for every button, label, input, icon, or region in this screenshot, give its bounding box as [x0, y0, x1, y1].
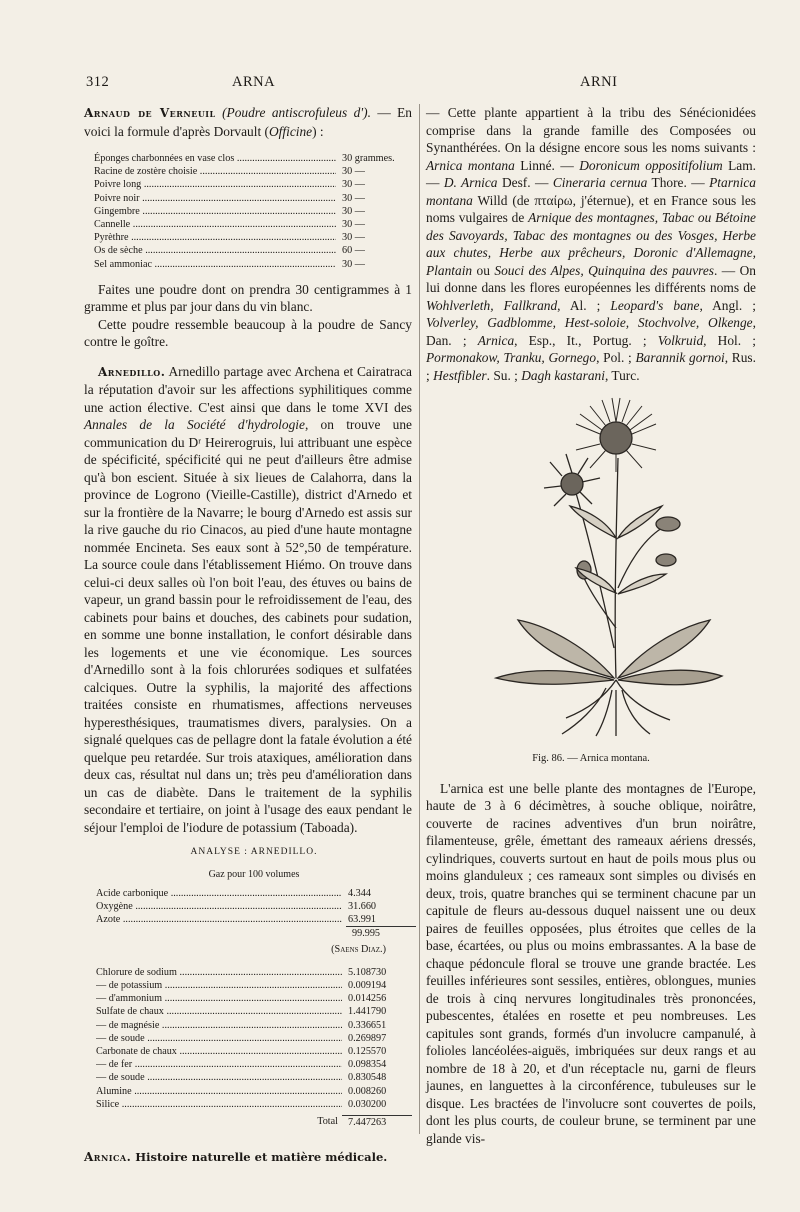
analysis-table — [96, 846, 412, 1129]
component-name: — de magnésie ..... — [96, 1019, 342, 1032]
ingredient-name: Racine de zostère choisie ..... — [94, 165, 336, 178]
ingredient-name: Éponges charbonnées en vase clos ..... — [94, 152, 336, 165]
ingredient-quantity: 30 — — [342, 258, 365, 270]
entry-text: Arnedillo partage avec Archena et Cairatraca la réputation d'avoir sur les affections syphilitiques comme une action élective. C'est ainsi que dans le tome XVI des — [84, 363, 412, 415]
entry-text: Histoire naturelle et matière médicale. — [131, 1150, 388, 1165]
analysis-row — [96, 1098, 412, 1111]
column-rule — [419, 104, 420, 1134]
component-value: 0.830548 — [348, 1072, 387, 1084]
analysis-row — [96, 1019, 412, 1032]
paragraph: Faites une poudre dont on prendra 30 centigrammes à 1 gramme et plus par jour dans du vin blanc. — [84, 281, 412, 315]
gas-total: 99.995 — [346, 926, 416, 940]
page-number: 312 — [86, 74, 110, 90]
ingredient-name: Cannelle ..... — [94, 218, 336, 231]
arnica-illustration — [466, 388, 726, 738]
analysis-row — [96, 1032, 412, 1045]
component-value: 31.660 — [348, 900, 377, 912]
component-value: 0.009194 — [348, 979, 387, 991]
recipe-row — [94, 152, 412, 165]
component-value: 63.991 — [348, 914, 377, 926]
right-column — [426, 104, 756, 1147]
component-name: — d'ammonium ..... — [96, 992, 342, 1005]
entry-arnedillo — [84, 363, 412, 837]
component-name: Oxygène ..... — [96, 900, 342, 913]
analysis-row — [96, 1071, 412, 1084]
ingredient-quantity: 60 — — [342, 245, 365, 257]
ingredient-quantity: 30 grammes. — [342, 153, 395, 164]
recipe-row — [94, 165, 412, 178]
component-value: 0.269897 — [348, 1032, 387, 1044]
ingredient-quantity: 30 — — [342, 192, 365, 204]
recipe-table — [94, 152, 412, 271]
analysis-row — [96, 900, 412, 913]
ingredient-name: Poivre noir ..... — [94, 192, 336, 205]
analysis-row — [96, 992, 412, 1005]
entry-source: Officine — [268, 123, 313, 139]
recipe-row — [94, 231, 412, 244]
figure-arnica — [426, 388, 756, 748]
recipe-row — [94, 244, 412, 257]
figure-caption: Fig. 86. — Arnica montana. — [532, 753, 650, 764]
analysis-row — [96, 913, 412, 926]
running-title-right: ARNI — [580, 74, 618, 90]
ingredient-name: Os de sèche ..... — [94, 244, 336, 257]
analysis-title: ANALYSE : ARNEDILLO. — [190, 847, 318, 858]
component-value: 0.125570 — [348, 1045, 387, 1057]
page-header — [0, 74, 800, 94]
analysis-row — [96, 966, 412, 979]
entry-arnica — [84, 1149, 412, 1167]
component-name: Azote ..... — [96, 913, 342, 926]
ingredient-quantity: 30 — — [342, 205, 365, 217]
ingredient-quantity: 30 — — [342, 166, 365, 178]
component-name: — de soude ..... — [96, 1032, 342, 1045]
entry-head: Arnedillo. — [98, 364, 166, 379]
analysis-row — [96, 979, 412, 992]
entry-subtitle: (Poudre antiscrofuleus d'). — [222, 105, 371, 120]
component-name: Sulfate de chaux ..... — [96, 1005, 342, 1018]
total-label: Total — [317, 1115, 338, 1127]
total-value: 7.447263 — [342, 1115, 412, 1129]
paragraph: Cette poudre ressemble beaucoup à la poudre de Sancy contre le goître. — [84, 316, 412, 350]
component-name: Acide carbonique ..... — [96, 887, 342, 900]
entry-text: , on trouve une communication du Dʳ Heirerogruis, lui attribuant une espèce de spécificité, spécificité qui ne peut d'ailleurs être admise qu'à bon escient. Située à six lieues de Calahorra, dans la province de Logrono (Vieille-Castille), district d'Arnedo et sur la frontière de la Navarre; le bourg d'Arnedo est assis sur la rive gauche du rio Cinacos, au pied d'une haute montagne nommée Encineta. Ses eaux sont à 52°,50 de température. La source coule dans l'établissement Hiémo. On trouve dans celui-ci deux salles où l'on boit l'eau, des étuves ou bains de vapeur, un grand bassin pour le refroidissement de l'eau, des cabinets pour bains et douches, des cabinets pour sudation, en somme une bonne installation, le confort désirable dans les logements et une vie économique. Les sources d'Arnedillo sont à la fois chlorurées sodiques et sulfatées calciques. Outre la syphilis, la majorité des affections traitées consiste en rhumatismes, affections nerveuses hyperesthésiques, traumatismes divers, paralysies. On a signalé quelques cas de pellagre dont la fatale évolution a été quelque peu retardée. Sur trois ataxiques, amélioration dans deux cas, résultat nul dans un; très peu d'amélioration dans un cas de diabète. Dans le traitement de la syphilis secondaire et tertiaire, on joint à l'usage des eaux pendant le séjour l'emploi de l'iodure de potassium (Taboada). — [84, 417, 412, 835]
recipe-row — [94, 192, 412, 205]
ingredient-name: Sel ammoniac ..... — [94, 258, 336, 271]
component-value: 0.014256 — [348, 993, 387, 1005]
entry-head: Arnica. — [84, 1150, 132, 1165]
component-value: 4.344 — [348, 887, 371, 899]
component-name: — de potassium ..... — [96, 979, 342, 992]
component-name: Carbonate de chaux ..... — [96, 1045, 342, 1058]
running-title-left: ARNA — [232, 74, 276, 90]
component-value: 5.108730 — [348, 966, 387, 978]
analysis-row — [96, 887, 412, 900]
ingredient-name: Pyrèthre ..... — [94, 231, 336, 244]
analysis-total-row — [96, 1115, 412, 1129]
journal-title: Annales de la Société d'hydrologie — [84, 417, 305, 433]
ingredient-quantity: 30 — — [342, 179, 365, 191]
gas-list — [96, 887, 412, 927]
entry-arnaud — [84, 104, 412, 140]
left-column — [84, 104, 412, 1167]
component-value: 1.441790 — [348, 1006, 387, 1018]
component-value: 0.098354 — [348, 1059, 387, 1071]
analysis-row — [96, 1058, 412, 1071]
analysis-row — [96, 1005, 412, 1018]
component-name: Chlorure de sodium ..... — [96, 966, 342, 979]
recipe-row — [94, 178, 412, 191]
component-name: Alumine ..... — [96, 1085, 342, 1098]
component-value: 0.030200 — [348, 1098, 387, 1110]
component-name: — de soude ..... — [96, 1071, 342, 1084]
entry-text-end: ) : — [312, 123, 324, 139]
analysis-subtitle: Gaz pour 100 volumes — [208, 868, 300, 880]
component-value: 0.336651 — [348, 1019, 387, 1031]
recipe-row — [94, 205, 412, 218]
recipe-row — [94, 258, 412, 271]
ingredient-quantity: 30 — — [342, 232, 365, 244]
ingredient-name: Gingembre ..... — [94, 205, 336, 218]
ingredient-quantity: 30 — — [342, 219, 365, 231]
ingredient-name: Poivre long ..... — [94, 178, 336, 191]
entry-text: — En voici la formule d'après Dorvault ( — [84, 105, 413, 139]
component-name: — de fer ..... — [96, 1058, 342, 1071]
analysis-row — [96, 1085, 412, 1098]
analysis-source: (Saens Diaz.) — [331, 943, 386, 955]
component-value: 0.008260 — [348, 1085, 387, 1097]
analysis-row — [96, 1045, 412, 1058]
arnica-description: L'arnica est une belle plante des montagnes de l'Europe, haute de 3 à 6 décimètres, à souche oblique, noirâtre, couverte de racines adventives d'un brun noirâtre, filamenteuse, grêle, émettant des rameaux aériens dressés, cylindriques, couverts surtout en haut de poils mous plus ou moins glanduleux ; ces rameaux sont simples ou divisés en deux, trois, quatre branches qui se terminent chacune par un capitule de fleurs au-dessous duquel naissent une ou deux paires de feuilles opposées, plus étroites que celles de la base, écartées, ou plus ou moins embrassantes. A la base de chaque pédoncule floral se trouve une grande bractée. Les feuilles inférieures sont sessiles, entières, oblongues, munies de trois à cinq nervures longitudinales très prononcées, pubescentes, étalées en rosette et peu nombreuses. Les capitules sont grands, formés d'un involucre campanulé, à folioles lancéolées-aiguës, imbriquées sur deux rangs et au nombre de 18 à 20, et d'un réceptacle nu, garni de fleurs jaunes, en languettes à la circonférence, tubuleuses sur le disque. Les bractées de l'involucre sont couvertes de poils, dont les plus courts, de couleur brune, se terminent par une glande vis- — [426, 780, 756, 1146]
salts-list — [96, 966, 412, 1111]
arnica-intro: — Cette plante appartient à la tribu des Sénécionidées comprise dans la grande famille des Composées ou Synanthérées. On la désigne encore sous les noms suivants : Arnica montana Linné. — Doronicum oppositifolium Lam. — D. Arnica Desf. — Cineraria cernua Thore. — Ptarnica montana Willd (de πταίρω, j'éternue), et en France sous les noms vulgaires de Arnique des montagnes, Tabac ou Bétoine des Savoyards, Tabac des montagnes ou des Vosges, Herbe aux chutes, Herbe aux prêcheurs, Doronic d'Allemagne, Plantain ou Souci des Alpes, Quinquina des pauvres. — On lui donne dans les flores européennes les différents noms de Wohlverleth, Fallkrand, Al. ; Leopard's bane, Angl. ; Volverley, Gadblomme, Hest-soloie, Stochvolve, Olkenge, Dan. ; Arnica, Esp., It., Portug. ; Volkruid, Hol. ; Pormonakow, Tranku, Gornego, Pol. ; Barannik gornoi, Rus. ; Hestfibler. Su. ; Dagh kastarani, Turc. — [426, 105, 757, 383]
component-name: Silice ..... — [96, 1098, 342, 1111]
entry-head: Arnaud de Verneuil — [84, 106, 216, 120]
recipe-row — [94, 218, 412, 231]
